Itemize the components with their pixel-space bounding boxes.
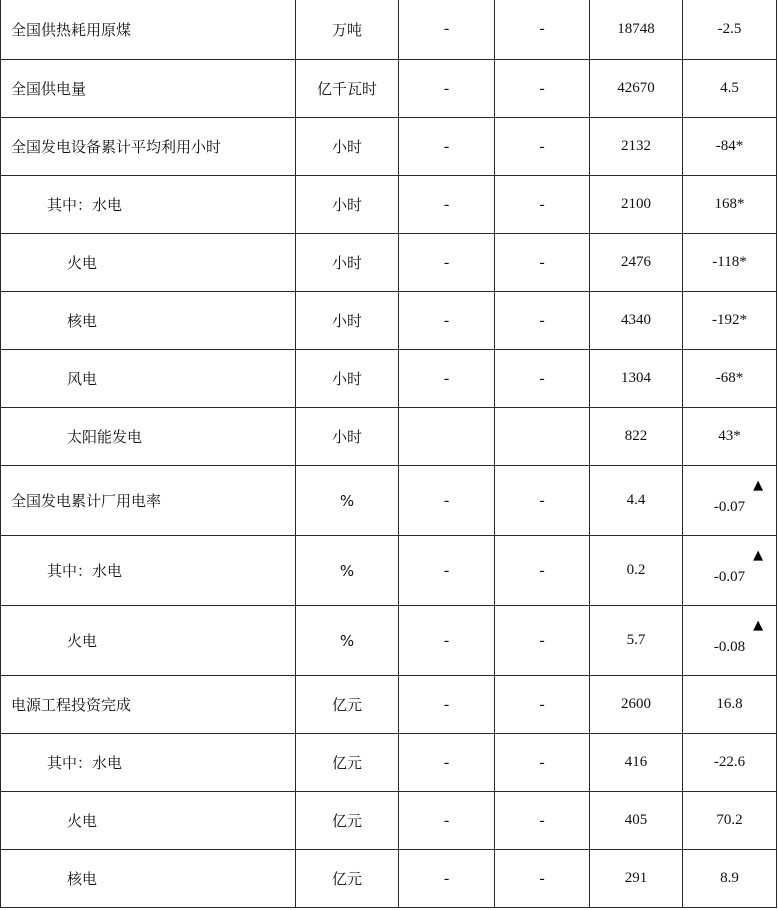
cumulative-value-cell: 822: [590, 408, 683, 466]
table-row: [1, 734, 777, 792]
change-value-wrap: [714, 754, 745, 771]
period-value-cell: -: [399, 234, 495, 292]
period-value-cell: -: [399, 676, 495, 734]
change-value: -0.08: [713, 639, 746, 655]
table-row: [1, 676, 777, 734]
unit-cell: 小时: [296, 350, 399, 408]
indicator-name-cell: 核电: [1, 850, 296, 908]
change-value: -84*: [715, 138, 744, 154]
change-value-wrap: [716, 812, 742, 829]
change-value-wrap: [720, 80, 739, 97]
cumulative-value-cell: 1304: [590, 350, 683, 408]
period-change-cell: -: [495, 0, 590, 60]
table-row: [1, 606, 777, 676]
cumulative-change-cell: [683, 850, 777, 908]
period-value-cell: -: [399, 0, 495, 60]
period-change-cell: -: [495, 792, 590, 850]
indicator-name-cell: 其中：水电: [1, 176, 296, 234]
period-value-cell: -: [399, 350, 495, 408]
change-value: 168*: [714, 196, 745, 212]
change-value: -0.07: [713, 569, 746, 585]
period-change-cell: -: [495, 60, 590, 118]
period-value-cell: -: [399, 118, 495, 176]
table-row: [1, 118, 777, 176]
cumulative-value-cell: 405: [590, 792, 683, 850]
table-row: [1, 792, 777, 850]
indicator-name-cell: 全国供热耗用原煤: [1, 0, 296, 60]
cumulative-value-cell: 5.7: [590, 606, 683, 676]
period-value-cell: -: [399, 734, 495, 792]
change-value-wrap: [718, 428, 741, 445]
cumulative-value-cell: 0.2: [590, 536, 683, 606]
cumulative-change-cell: [683, 60, 777, 118]
unit-cell: 小时: [296, 292, 399, 350]
unit-cell: 小时: [296, 408, 399, 466]
period-value-cell: -: [399, 850, 495, 908]
cumulative-change-cell: [683, 606, 777, 676]
indicator-name-cell: 风电: [1, 350, 296, 408]
unit-cell: %: [296, 606, 399, 676]
cumulative-change-cell: [683, 0, 777, 60]
period-change-cell: -: [495, 466, 590, 536]
indicator-name-cell: 太阳能发电: [1, 408, 296, 466]
change-value: -2.5: [717, 20, 742, 37]
cumulative-change-cell: [683, 466, 777, 536]
change-value-wrap: [713, 478, 764, 515]
change-value: -118*: [712, 254, 747, 270]
indicator-name-cell: 其中：水电: [1, 536, 296, 606]
period-change-cell: [495, 408, 590, 466]
change-value-wrap: [715, 196, 745, 213]
change-value: 16.8: [716, 696, 743, 712]
change-value: -22.6: [713, 754, 746, 770]
change-value-wrap: [712, 312, 747, 329]
unit-cell: %: [296, 536, 399, 606]
period-change-cell: -: [495, 118, 590, 176]
table-row: [1, 0, 777, 60]
unit-cell: 亿千瓦时: [296, 60, 399, 118]
cumulative-value-cell: 416: [590, 734, 683, 792]
indicator-name-cell: 火电: [1, 792, 296, 850]
change-value-wrap: [720, 870, 739, 887]
cumulative-value-cell: 2476: [590, 234, 683, 292]
change-value: -0.07: [713, 499, 746, 515]
period-change-cell: -: [495, 734, 590, 792]
table-row: [1, 350, 777, 408]
cumulative-value-cell: 18748: [590, 0, 683, 60]
period-change-cell: -: [495, 850, 590, 908]
unit-cell: 万吨: [296, 0, 399, 60]
cumulative-change-cell: [683, 292, 777, 350]
table-row: [1, 408, 777, 466]
table-row: [1, 292, 777, 350]
change-value: -192*: [712, 312, 747, 328]
change-value: 4.5: [720, 80, 739, 96]
indicator-name-cell: 火电: [1, 234, 296, 292]
period-value-cell: [399, 408, 495, 466]
table-body: [1, 0, 777, 908]
unit-cell: 小时: [296, 118, 399, 176]
period-change-cell: -: [495, 676, 590, 734]
change-value-wrap: [716, 138, 744, 155]
period-change-cell: -: [495, 176, 590, 234]
cumulative-change-cell: [683, 118, 777, 176]
period-change-cell: -: [495, 234, 590, 292]
table-row: [1, 60, 777, 118]
unit-cell: 亿元: [296, 676, 399, 734]
period-value-cell: -: [399, 536, 495, 606]
cumulative-change-cell: [683, 176, 777, 234]
table-row: [1, 234, 777, 292]
cumulative-change-cell: [683, 734, 777, 792]
change-value: 70.2: [716, 812, 743, 828]
change-value: 8.9: [720, 870, 739, 886]
indicator-name-cell: 全国发电设备累计平均利用小时: [1, 118, 296, 176]
unit-cell: 亿元: [296, 734, 399, 792]
period-change-cell: -: [495, 606, 590, 676]
period-value-cell: -: [399, 292, 495, 350]
indicator-name-cell: 全国发电累计厂用电率: [1, 466, 296, 536]
triangle-marker-icon: ▲: [753, 548, 764, 563]
change-value-wrap: [713, 548, 764, 585]
cumulative-value-cell: 2100: [590, 176, 683, 234]
indicator-name-cell: 全国供电量: [1, 60, 296, 118]
period-value-cell: -: [399, 60, 495, 118]
period-value-cell: -: [399, 176, 495, 234]
cumulative-value-cell: 2132: [590, 118, 683, 176]
period-change-cell: -: [495, 536, 590, 606]
change-value-wrap: [716, 370, 744, 387]
cumulative-change-cell: [683, 234, 777, 292]
indicator-name-cell: 电源工程投资完成: [1, 676, 296, 734]
period-change-cell: -: [495, 292, 590, 350]
indicator-name-cell: 其中：水电: [1, 734, 296, 792]
change-value-wrap: [716, 696, 742, 713]
indicator-name-cell: 核电: [1, 292, 296, 350]
cumulative-value-cell: 4340: [590, 292, 683, 350]
change-value-wrap: [718, 21, 742, 38]
cumulative-change-cell: [683, 350, 777, 408]
period-change-cell: -: [495, 350, 590, 408]
unit-cell: %: [296, 466, 399, 536]
cumulative-change-cell: [683, 792, 777, 850]
change-value: 43*: [718, 428, 741, 444]
unit-cell: 小时: [296, 176, 399, 234]
unit-cell: 小时: [296, 234, 399, 292]
table-row: [1, 536, 777, 606]
cumulative-change-cell: [683, 536, 777, 606]
cumulative-value-cell: 42670: [590, 60, 683, 118]
change-value: -68*: [715, 370, 744, 386]
period-value-cell: -: [399, 792, 495, 850]
unit-cell: 亿元: [296, 792, 399, 850]
cumulative-value-cell: 291: [590, 850, 683, 908]
period-value-cell: -: [399, 606, 495, 676]
cumulative-change-cell: [683, 408, 777, 466]
cumulative-value-cell: 2600: [590, 676, 683, 734]
indicator-name-cell: 火电: [1, 606, 296, 676]
cumulative-value-cell: 4.4: [590, 466, 683, 536]
unit-cell: 亿元: [296, 850, 399, 908]
triangle-marker-icon: ▲: [753, 478, 764, 493]
period-value-cell: -: [399, 466, 495, 536]
table-row: [1, 176, 777, 234]
cumulative-change-cell: [683, 676, 777, 734]
change-value-wrap: [712, 254, 746, 271]
change-value-wrap: [713, 618, 764, 655]
table-row: [1, 850, 777, 908]
triangle-marker-icon: ▲: [753, 618, 764, 633]
table-row: [1, 466, 777, 536]
